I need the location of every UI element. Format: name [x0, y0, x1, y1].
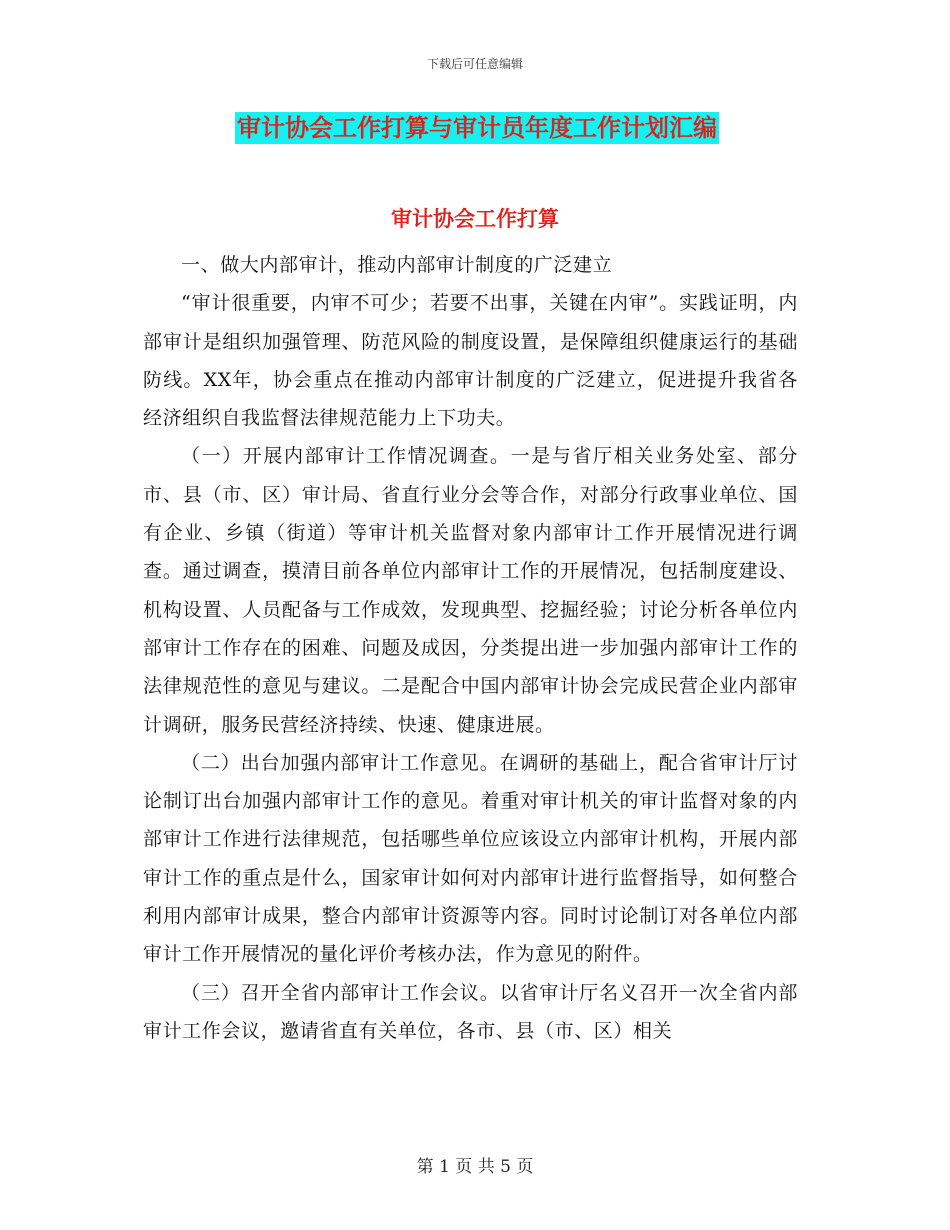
document-body	[143, 246, 798, 1050]
paragraph: （一）开展内部审计工作情况调查。一是与省厅相关业务处室、部分市、县（市、区）审计局、省直行业分会等合作，对部分行政事业单位、国有企业、乡镇（街道）等审计机关监督对象内部审计工作开展情况进行调查。通过调查，摸清目前各单位内部审计工作的开展情况，包括制度建设、机构设置、人员配备与工作成效，发现典型、挖掘经验；讨论分析各单位内部审计工作存在的困难、问题及成因，分类提出进一步加强内部审计工作的法律规范性的意见与建议。二是配合中国内部审计协会完成民营企业内部审计调研，服务民营经济持续、快速、健康进展。	[143, 445, 798, 736]
paragraph: （二）出台加强内部审计工作意见。在调研的基础上，配合省审计厅讨论制订出台加强内部审计工作的意见。着重对审计机关的审计监督对象的内部审计工作进行法律规范，包括哪些单位应该设立内部审计机构，开展内部审计工作的重点是什么，国家审计如何对内部审计进行监督指导，如何整合利用内部审计成果，整合内部审计资源等内容。同时讨论制订对各单位内部审计工作开展情况的量化评价考核办法，作为意见的附件。	[143, 751, 798, 966]
section-subtitle: 审计协会工作打算	[391, 206, 559, 231]
header-note: 下载后可任意编辑	[426, 57, 523, 71]
document-title: 审计协会工作打算与审计员年度工作计划汇编	[237, 113, 717, 142]
paragraph-heading: 一、做大内部审计，推动内部审计制度的广泛建立	[181, 254, 613, 276]
paragraph: “审计很重要，内审不可少；若要不出事，关键在内审”。实践证明，内部审计是组织加强管理、防范风险的制度设置，是保障组织健康运行的基础防线。XX年，协会重点在推动内部审计制度的广泛建立，促进提升我省各经济组织自我监督法律规范能力上下功夫。	[143, 292, 798, 430]
paragraph: （三）召开全省内部审计工作会议。以省审计厅名义召开一次全省内部审计工作会议，邀请省直有关单位，各市、县（市、区）相关	[143, 981, 798, 1042]
page-number: 第 1 页 共 5 页	[416, 1157, 534, 1177]
